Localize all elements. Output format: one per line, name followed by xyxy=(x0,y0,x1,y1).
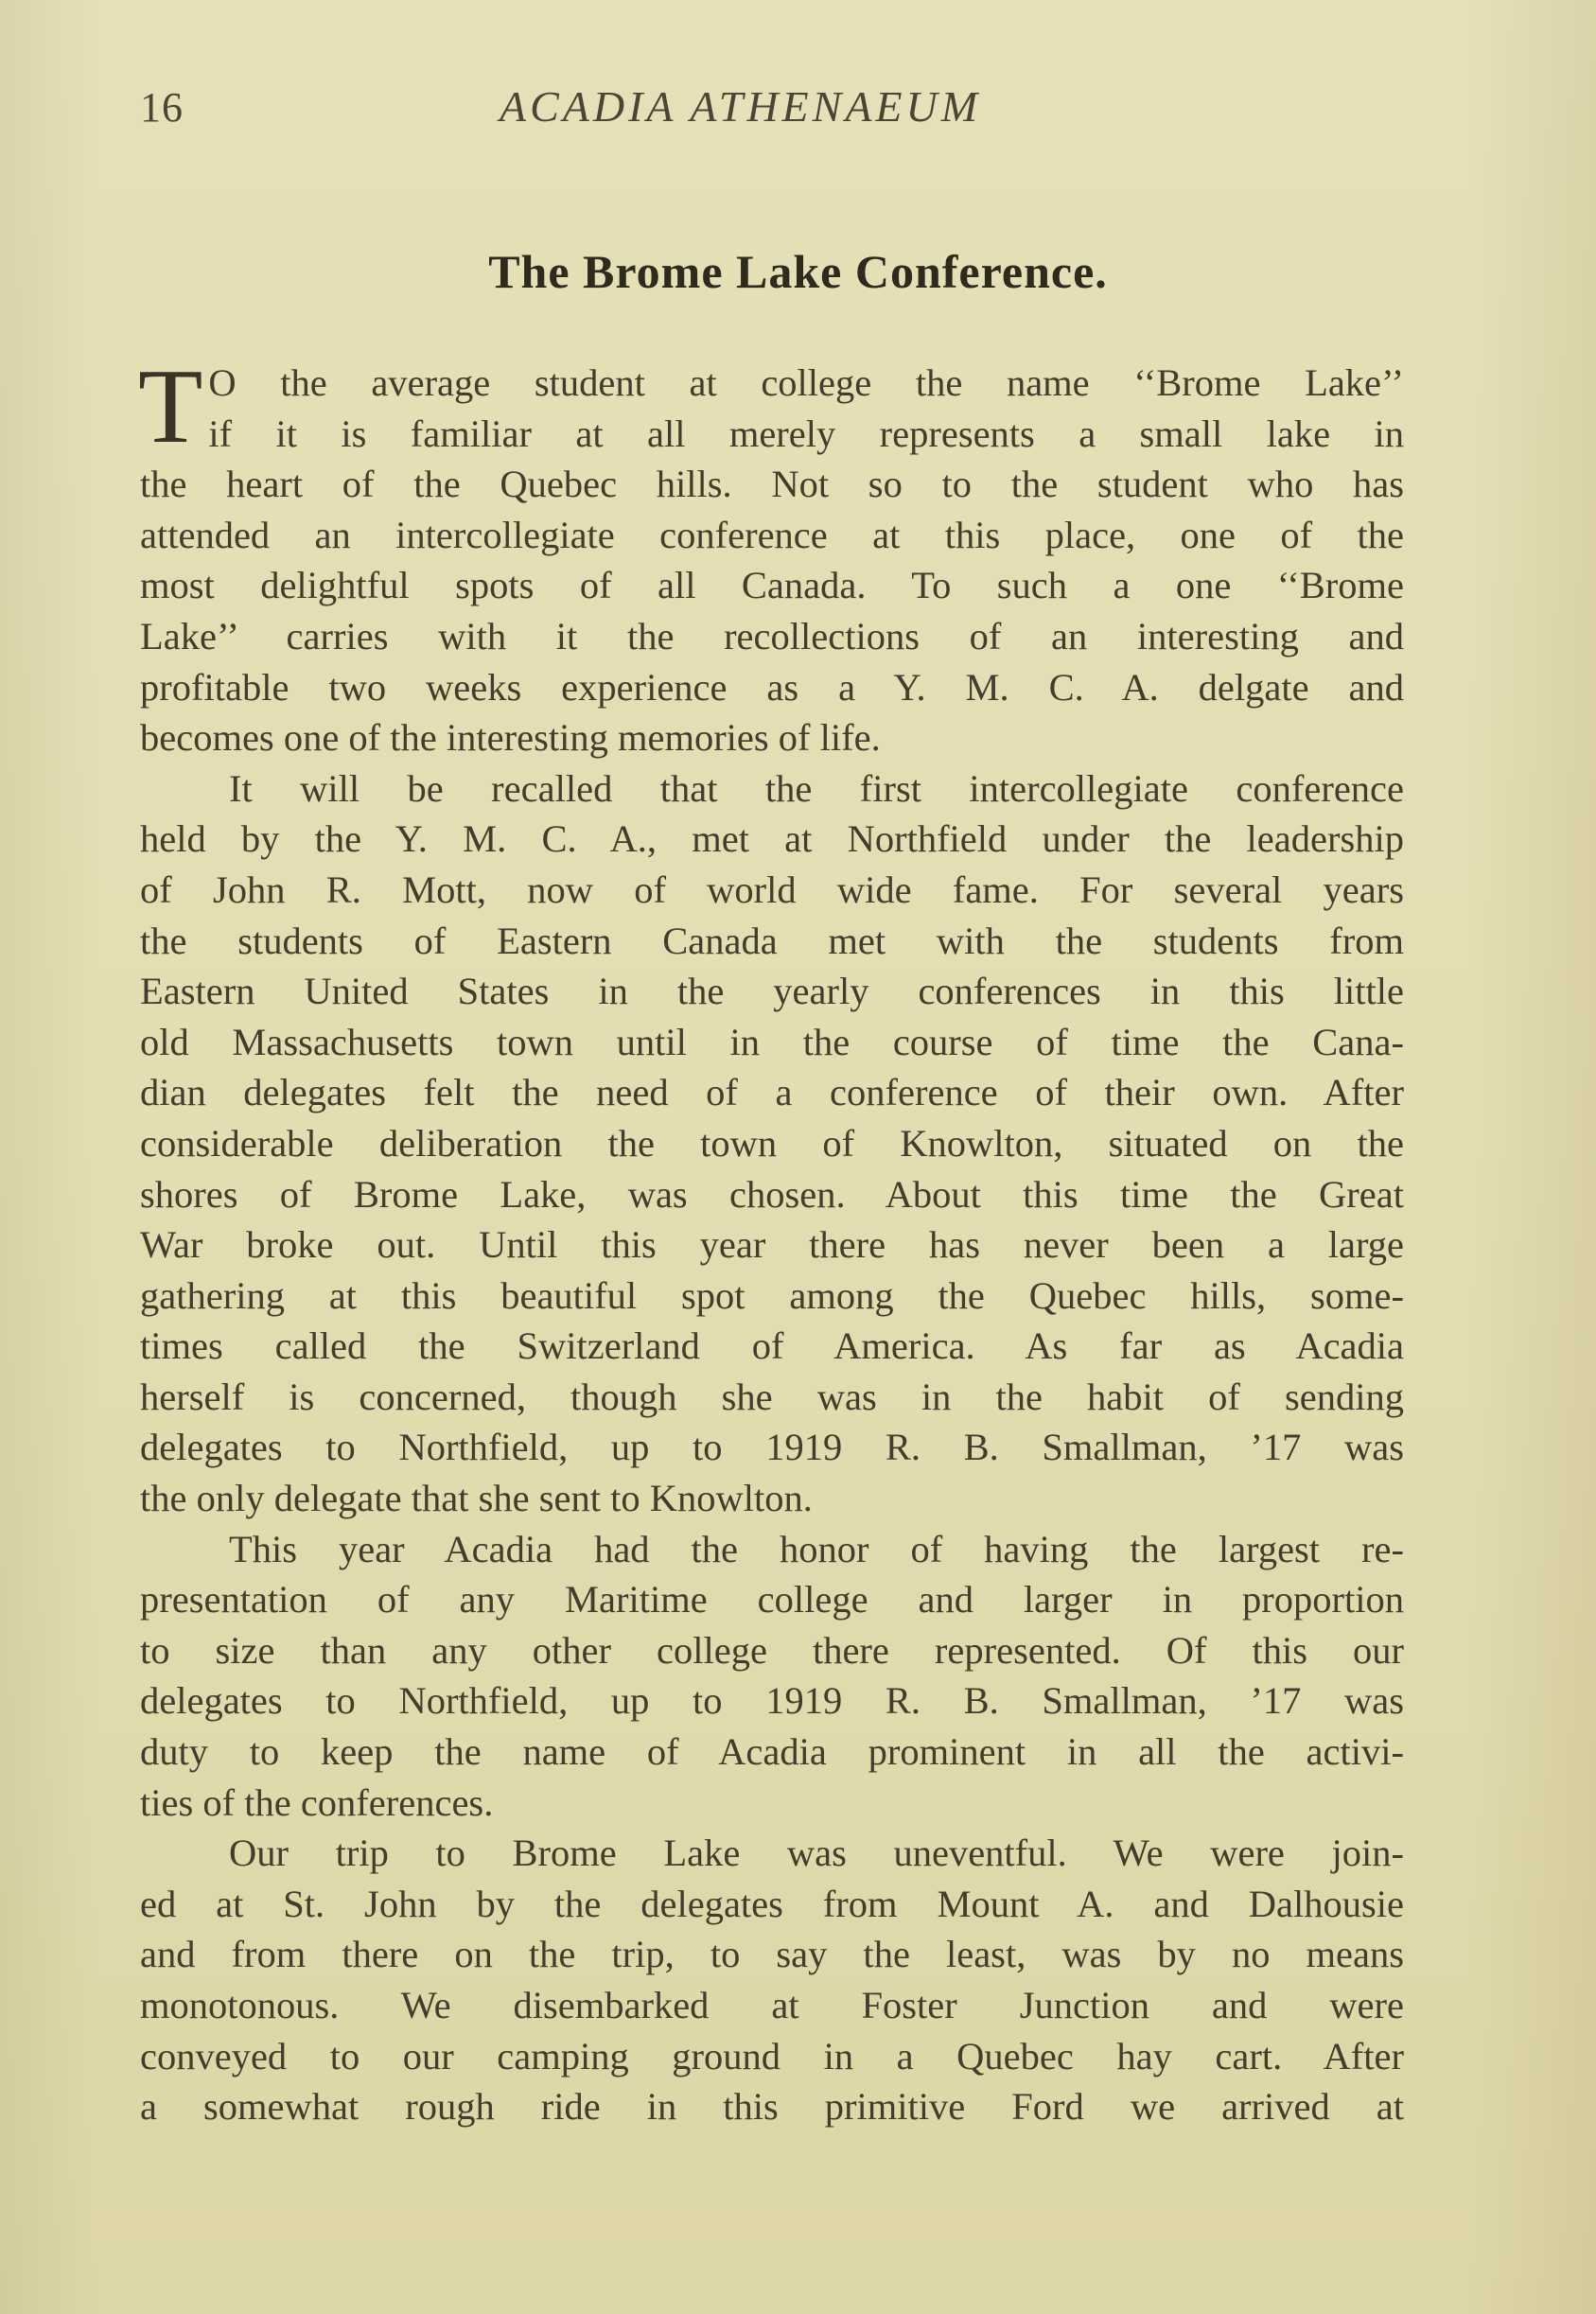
text-line: conveyed to our camping ground in a Quebec hay cart. After xyxy=(140,2034,1404,2077)
text-line: gathering at this beautiful spot among the Quebec hills, some- xyxy=(140,1273,1404,1317)
text-line: old Massachusetts town until in the course of time the Cana- xyxy=(140,1020,1404,1063)
text-line: becomes one of the interesting memories of life. xyxy=(140,716,881,760)
paragraph-2 xyxy=(140,763,1404,1524)
text-line: shores of Brome Lake, was chosen. About this time the Great xyxy=(140,1172,1404,1216)
text-line: Our trip to Brome Lake was uneventful. We were join- xyxy=(229,1832,1404,1875)
paragraph-3 xyxy=(140,1524,1404,1829)
text-line: the students of Eastern Canada met with the students from xyxy=(140,919,1404,962)
text-line: Lake’’ carries with it the recollections of an interesting and xyxy=(140,614,1404,657)
paragraph-4 xyxy=(140,1828,1404,2132)
text-line: It will be recalled that the first intercollegiate conference xyxy=(229,766,1404,810)
article-body xyxy=(138,348,1404,2132)
text-line: to size than any other college there represented. Of this our xyxy=(140,1628,1404,1672)
text-line: ties of the conferences. xyxy=(140,1780,494,1824)
text-line: herself is concerned, though she was in the habit of sending xyxy=(140,1375,1404,1418)
text-line: if it is familiar at all merely represents a small lake in xyxy=(208,412,1404,455)
drop-cap: T xyxy=(138,348,203,465)
text-line: considerable deliberation the town of Knowlton, situated on the xyxy=(140,1121,1404,1165)
text-line: held by the Y. M. C. A., met at Northfield under the leadership xyxy=(140,817,1404,861)
running-head: ACADIA ATHENAEUM xyxy=(500,82,982,131)
page-number: 16 xyxy=(140,84,184,131)
text-line: a somewhat rough ride in this primitive Ford we arrived at xyxy=(140,2085,1404,2129)
text-line: War broke out. Until this year there has never been a large xyxy=(140,1223,1404,1267)
text-line: monotonous. We disembarked at Foster Junction and were xyxy=(140,1984,1404,2026)
text-line: profitable two weeks experience as a Y. M. C. A. delgate and xyxy=(140,665,1404,709)
article-title: The Brome Lake Conference. xyxy=(488,245,1108,298)
paragraph-1 xyxy=(138,348,1404,763)
text-line: of John R. Mott, now of world wide fame. For several years xyxy=(140,868,1404,911)
text-line: delegates to Northfield, up to 1919 R. B. Smallman, ’17 was xyxy=(140,1679,1404,1723)
text-line: times called the Switzerland of America. As far as Acadia xyxy=(140,1324,1404,1368)
text-line: ed at St. John by the delegates from Mount A. and Dalhousie xyxy=(140,1882,1404,1925)
text-line: dian delegates felt the need of a conference of their own. After xyxy=(140,1071,1404,1114)
text-line: and from there on the trip, to say the least, was by no means xyxy=(140,1933,1404,1976)
text-line: attended an intercollegiate conference at this place, one of the xyxy=(140,513,1404,556)
text-line: Eastern United States in the yearly conferences in this little xyxy=(140,970,1404,1013)
text-line: delegates to Northfield, up to 1919 R. B. Smallman, ’17 was xyxy=(140,1426,1404,1469)
text-line: the heart of the Quebec hills. Not so to the student who has xyxy=(140,463,1404,506)
text-line: most delightful spots of all Canada. To such a one ‘‘Brome xyxy=(140,564,1404,607)
text-line: This year Acadia had the honor of having the largest re- xyxy=(229,1527,1404,1570)
text-line: O the average student at college the name ‘‘Brome Lake’’ xyxy=(208,361,1404,404)
text-line: duty to keep the name of Acadia prominent in all the activi- xyxy=(140,1730,1404,1774)
text-line: the only delegate that she sent to Knowlton. xyxy=(140,1477,813,1520)
text-line: presentation of any Maritime college and larger in proportion xyxy=(140,1578,1404,1622)
